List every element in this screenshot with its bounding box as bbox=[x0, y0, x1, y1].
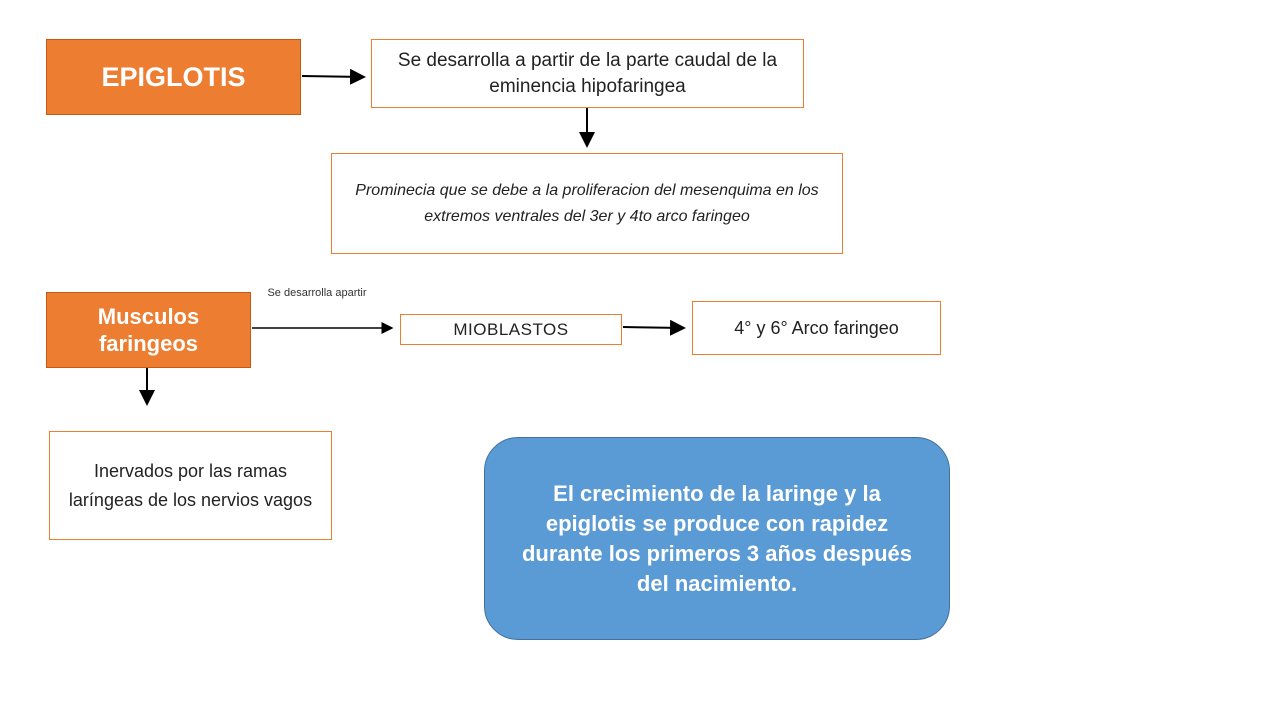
musculos-node bbox=[46, 292, 251, 368]
epiglotis-node bbox=[46, 39, 301, 115]
inervados-node bbox=[49, 431, 332, 540]
crecimiento-callout bbox=[484, 437, 950, 640]
desarrolla-node bbox=[371, 39, 804, 108]
musculos-label: Musculos faringeos bbox=[97, 304, 200, 356]
arrow-mioblastos-to-arco bbox=[623, 327, 684, 328]
prominencia-label: Prominecia que se debe a la proliferacion del mesenquima en los extremos ventrales del 3er y 4to arco faringeo bbox=[355, 181, 819, 225]
inervados-label: Inervados por las ramas laríngeas de los nervios vagos bbox=[68, 460, 313, 510]
arco-faringeo-node bbox=[692, 301, 941, 355]
mioblastos-node bbox=[400, 314, 622, 345]
edge-label-se-desarrolla: Se desarrolla apartir bbox=[267, 287, 367, 299]
epiglotis-label: EPIGLOTIS bbox=[101, 61, 246, 92]
desarrolla-label: Se desarrolla a partir de la parte caudal de la eminencia hipofaringea bbox=[397, 49, 778, 97]
arco-faringeo-label: 4° y 6° Arco faringeo bbox=[734, 317, 899, 338]
mioblastos-label: MIOBLASTOS bbox=[453, 319, 569, 339]
arrow-epiglotis-to-desarrolla bbox=[302, 76, 364, 77]
prominencia-node bbox=[331, 153, 843, 254]
crecimiento-label: El crecimiento de la laringe y la epiglotis se produce con rapidez durante los primeros 3 años después del nacimiento. bbox=[521, 480, 912, 596]
